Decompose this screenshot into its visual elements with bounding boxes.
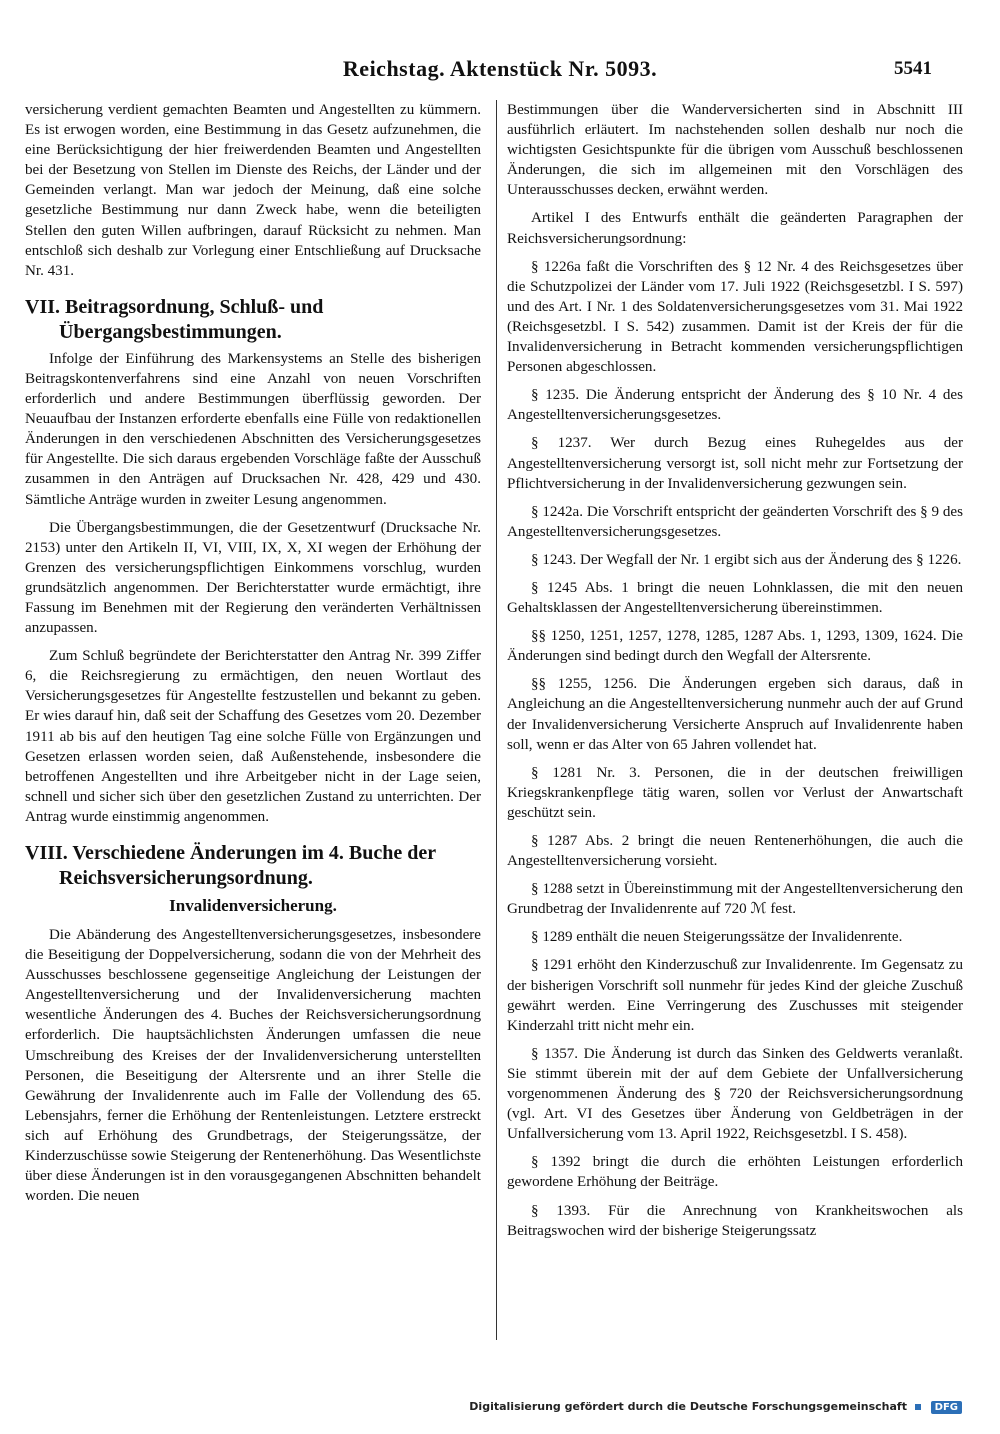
paragraph: versicherung verdient gemachten Beamten und Angestellten zu kümmern. Es ist erwogen worden, eine Bestimmung in das Gesetz aufzunehmen, die eine Berücksichtigung der hier freiwerdenden Beamten und Angestellten bei der Besetzung von Stellen im Dienste des Reichs, der Länder und der Gemeinden verlangt. Man war jedoch der Meinung, daß eine solche gesetzliche Bestimmung nur dann Zweck habe, wenn die beteiligten Stellen den guten Willen aufbringen, darauf Rücksicht zu nehmen. Man entschloß sich deshalb zur Vorlegung einer Entschließung auf Drucksache Nr. 431. — [25, 102, 481, 279]
paragraph: § 1291 erhöht den Kinderzuschuß zur Invalidenrente. Im Gegensatz zu der bisherigen Vorschrift soll nunmehr für jedes Kind der gleiche Zuschuß gewährt werden. Eine Verringerung des Zuschusses mit steigender Kinderzahl tritt nicht mehr ein. — [507, 957, 963, 1034]
column-divider — [496, 100, 497, 1340]
paragraph: Bestimmungen über die Wanderversicherten sind in Abschnitt III ausführlich erläutert. Im nachstehenden sollen deshalb nur noch die wichtigsten Gesichtspunkte für die übrigen vom Ausschuß beschlossenen Änderungen, die sich im allgemeinen mit den Vorschlägen des Unterausschusses decken, erwähnt werden. — [507, 102, 963, 199]
paragraph: Die Übergangsbestimmungen, die der Gesetzentwurf (Drucksache Nr. 2153) unter den Artikeln II, VI, VIII, IX, X, XI wegen der Erhöhung der Grenzen des versicherungspflichtigen Einkommens vorschlug, wurden grundsätzlich angenommen. Der Berichterstatter wurde ermächtigt, ihre Fassung im Benehmen mit der Regierung den veränderten Verhältnissen anzupassen. — [25, 519, 481, 637]
paragraph: § 1235. Die Änderung entspricht der Änderung des § 10 Nr. 4 des Angestelltenversicherungsgesetzes. — [507, 387, 963, 424]
section-heading-vii: VII. Beitragsordnung, Schluß- und Übergangsbestimmungen. — [25, 295, 324, 343]
paragraph: § 1357. Die Änderung ist durch das Sinken des Geldwerts veranlaßt. Sie stimmt überein mit der auf dem Gebiete der Unfallversicherung vorgenommenen Änderung des § 720 der Reichsversicherungsordnung (vgl. Art. VI des Gesetzes über Änderung von Geldbeträgen in der Unfallversicherung vom 13. April 1922, Reichsgesetzbl. I S. 458). — [507, 1045, 963, 1143]
running-title: Reichstag. Aktenstück Nr. 5093. — [342, 56, 658, 81]
paragraph: Zum Schluß begründete der Berichterstatter den Antrag Nr. 399 Ziffer 6, die Reichsregierung zu ermächtigen, den neuen Wortlaut des Versicherungsgesetzes für Angestellte festzustellen und bekannt zu geben. Er wies darauf hin, daß seit der Schaffung des Gesetzes vom 20. Dezember 1911 ab bis auf den heutigen Tag eine solche Fülle von Ergänzungen und Gesetzen erlassen worden seien, daß Außenstehende, insbesondere die betroffenen Angestellten und ihre Arbeitgeber nicht in der Lage seien, schnell und sicher sich über den gesetzlichen Zustand zu unterrichten. Der Antrag wurde einstimmig angenommen. — [25, 648, 481, 825]
dfg-logo: DFG — [931, 1401, 962, 1414]
page-header — [0, 56, 1000, 86]
paragraph: § 1281 Nr. 3. Personen, die in der deutschen freiwilligen Kriegskrankenpflege tätig waren, sollen vor Verlust der Anwartschaft geschützt sein. — [507, 764, 963, 821]
paragraph: § 1237. Wer durch Bezug eines Ruhegeldes aus der Angestelltenversicherung versorgt ist, soll nicht mehr zur Fortsetzung der Pflichtversicherung in der Invalidenversicherung gezwungen sein. — [507, 435, 963, 492]
paragraph: § 1393. Für die Anrechnung von Krankheitswochen als Beitragswochen wird der bisherige Steigerungssatz — [507, 1202, 963, 1239]
paragraph: Artikel I des Entwurfs enthält die geänderten Paragraphen der Reichsversicherungsordnung: — [507, 210, 963, 247]
left-column — [25, 100, 481, 1340]
paragraph: § 1245 Abs. 1 bringt die neuen Lohnklassen, die mit den neuen Gehaltsklassen der Angestelltenversicherung übereinstimmen. — [507, 579, 963, 617]
section-heading-viii: VIII. Verschiedene Änderungen im 4. Buche der Reichsversicherungsordnung. — [25, 842, 436, 889]
subsection-heading: Invalidenversicherung. — [169, 896, 337, 915]
separator-square-icon — [915, 1404, 921, 1410]
paragraph: § 1288 setzt in Übereinstimmung mit der Angestelltenversicherung den Grundbetrag der Invalidenrente auf 720 ℳ fest. — [507, 881, 963, 918]
paragraph: § 1242a. Die Vorschrift entspricht der geänderten Vorschrift des § 9 des Angestelltenversicherungsgesetzes. — [507, 503, 963, 540]
digitization-footer — [469, 1400, 962, 1414]
paragraph: §§ 1255, 1256. Die Änderungen ergeben sich daraus, daß in Angleichung an die Angestelltenversicherung nunmehr auch der auf Grund der Invalidenversicherung Versicherte Anspruch auf Invalidenrente haben soll, wenn er das Alter von 65 Jahren vollendet hat. — [507, 676, 963, 753]
paragraph: § 1392 bringt die durch die erhöhten Leistungen erforderlich gewordene Erhöhung der Beiträge. — [507, 1154, 963, 1191]
paragraph: Infolge der Einführung des Markensystems an Stelle des bisherigen Beitragskontenverfahrens sind eine Anzahl von neuen Vorschriften erforderlich und andere Bestimmungen überflüssig geworden. Der Neuaufbau der Instanzen erforderte ebenfalls eine Fülle von redaktionellen Änderungen in den verschiedenen Abschnitten des Versicherungsgesetzes für Angestellte. Die sich daraus ergebenden Vorschläge faßte der Ausschuß zusammen in den Anträgen auf Drucksachen Nr. 428, 429 und 430. Sämtliche Anträge wurden in zweiter Lesung angenommen. — [25, 350, 481, 508]
paragraph: § 1287 Abs. 2 bringt die neuen Rentenerhöhungen, die auch die Angestelltenversicherung vorsieht. — [507, 833, 963, 870]
paragraph: §§ 1250, 1251, 1257, 1278, 1285, 1287 Abs. 1, 1293, 1309, 1624. Die Änderungen sind bedingt durch den Wegfall der Altersrente. — [507, 628, 963, 665]
paragraph: Die Abänderung des Angestelltenversicherungsgesetzes, insbesondere die Beseitigung der Doppelversicherung, sodann die von der Mehrheit des Ausschusses beschlossene gegenseitige Angleichung der Leistungen der Angestelltenversicherung und der Invalidenversicherung machten wesentliche Änderungen des 4. Buches der Reichsversicherungsordnung erforderlich. Die hauptsächlichsten Änderungen umfassen die neue Umschreibung des Kreises der der Invalidenversicherung unterstellten Personen, die Beseitigung der Altersrente und an ihrer Stelle die Gewährung der Invalidenrente auch im Falle der Vollendung des 65. Lebensjahrs, ferner die Erhöhung der Rentenleistungen. Letztere erstreckt sich auf Erhöhung des Grundbetrags, der Steigerungssätze, der Kinderzuschüsse sowie Steigerung der Rentenerhöhung. Das Wesentlichste über diese Änderungen ist in den vorausgegangenen Abschnitten behandelt worden. Die neuen — [25, 927, 481, 1205]
page-number: 5541 — [894, 58, 932, 79]
right-column — [507, 100, 963, 1340]
paragraph: § 1243. Der Wegfall der Nr. 1 ergibt sich aus der Änderung des § 1226. — [531, 551, 962, 568]
footer-text: Digitalisierung gefördert durch die Deutsche Forschungsgemeinschaft — [469, 1400, 907, 1413]
paragraph: § 1289 enthält die neuen Steigerungssätze der Invalidenrente. — [531, 929, 903, 946]
paragraph: § 1226a faßt die Vorschriften des § 12 Nr. 4 des Reichsgesetzes über die Schutzpolizei der Länder vom 17. Juli 1922 (Reichsgesetzbl. I S. 597) und des Art. I Nr. 1 des Soldatenversicherungsgesetzes vom 31. Mai 1922 (Reichsgesetzbl. I S. 542) zusammen. Damit ist der Kreis der für die Invalidenversicherung in Betracht kommenden versicherungspflichtigen Personen abgeschlossen. — [507, 258, 963, 376]
